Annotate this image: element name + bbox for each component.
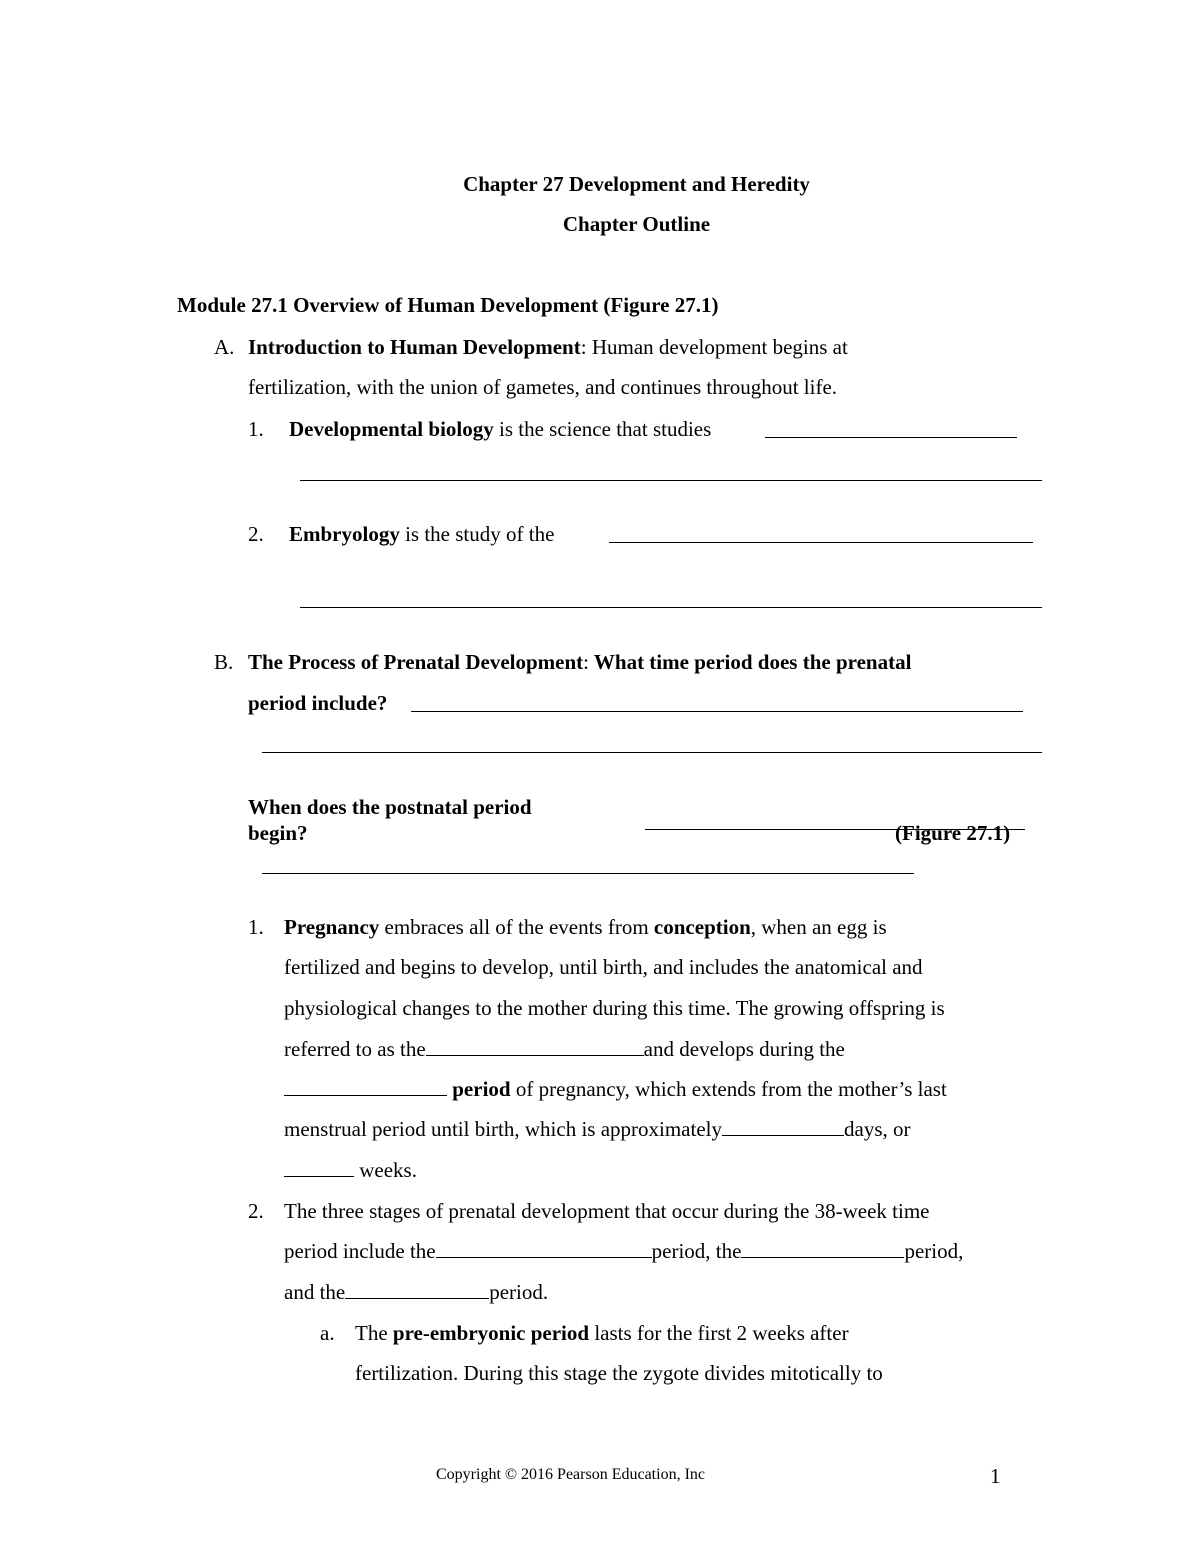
section-b-question1a: What time period does the prenatal	[589, 650, 912, 674]
section-a-term: Introduction to Human Development	[248, 335, 581, 359]
item-b2-line2b: period, the	[651, 1239, 742, 1263]
item-b2-line3b: period.	[489, 1280, 549, 1304]
sub-item-a-line1	[355, 1320, 849, 1346]
item-b1-line7b: weeks.	[354, 1158, 417, 1182]
item-b1-line3: physiological changes to the mother during this time. The growing offspring is	[284, 996, 945, 1020]
item-b1-line6b: days, or	[844, 1117, 911, 1141]
page-number: 1	[990, 1464, 1001, 1488]
item-b1-line4b: and develops during the	[643, 1037, 845, 1061]
blank-line-b-2[interactable]	[262, 752, 1042, 753]
section-b-term: The Process of Prenatal Development	[248, 650, 584, 674]
blank-offspring-name[interactable]	[426, 1037, 644, 1056]
blank-line-a1-2[interactable]	[300, 480, 1042, 481]
copyright-notice: Copyright © 2016 Pearson Education, Inc	[436, 1466, 705, 1483]
blank-line-b-1[interactable]	[411, 711, 1023, 712]
blank-line-b-3[interactable]	[645, 829, 1025, 830]
blank-line-a1-1[interactable]	[765, 437, 1017, 438]
section-b-question1b: period include?	[248, 691, 388, 715]
item-b2-number: 2.	[248, 1199, 264, 1223]
item-a2-number: 2.	[248, 522, 264, 546]
item-b1-line2: fertilized and begins to develop, until birth, and includes the anatomical and	[284, 955, 923, 979]
pregnancy-term: Pregnancy	[284, 915, 380, 939]
item-a2-term: Embryology	[289, 522, 400, 546]
section-b-colon: :	[583, 650, 590, 674]
module-heading: Module 27.1 Overview of Human Development (Figure 27.1)	[177, 293, 719, 317]
item-b1-line5	[284, 1076, 947, 1102]
item-b2-line1: The three stages of prenatal development that occur during the 38-week time	[284, 1199, 930, 1223]
blank-line-b-4[interactable]	[262, 873, 914, 874]
item-b1-text1: embraces all of the events from	[379, 915, 654, 939]
item-a1-text	[289, 416, 711, 442]
item-b2-line3a: and the	[284, 1280, 346, 1304]
item-b1-line1	[284, 914, 887, 940]
section-a-text1: Human development begins at	[586, 335, 848, 359]
sub-item-a-line2: fertilization. During this stage the zygote divides mitotically to	[355, 1361, 883, 1385]
item-a2-text	[289, 521, 554, 547]
item-b1-line4	[284, 1036, 845, 1062]
blank-stage-1[interactable]	[436, 1239, 652, 1258]
figure-reference: (Figure 27.1)	[895, 821, 1011, 845]
section-b-line1	[248, 649, 911, 675]
item-b1-line4a: referred to as the	[284, 1037, 426, 1061]
blank-period-name[interactable]	[284, 1077, 447, 1096]
item-b1-line7	[284, 1157, 417, 1183]
section-b-question2b: begin?	[248, 821, 308, 845]
item-a2-desc: is the study of the	[399, 522, 555, 546]
conception-term: conception	[653, 915, 751, 939]
item-b1-line5b: of pregnancy, which extends from the mother’s last	[510, 1077, 947, 1101]
blank-stage-3[interactable]	[345, 1280, 489, 1299]
chapter-title: Chapter 27 Development and Heredity	[463, 172, 810, 196]
item-a1-term: Developmental biology	[289, 417, 494, 441]
blank-weeks[interactable]	[284, 1158, 354, 1177]
item-b2-line2	[284, 1238, 963, 1264]
blank-days[interactable]	[722, 1117, 844, 1136]
blank-line-a2-2[interactable]	[300, 607, 1042, 608]
section-b-question2a: When does the postnatal period	[248, 795, 532, 819]
period-term: period	[452, 1077, 511, 1101]
section-a-line2: fertilization, with the union of gametes, and continues throughout life.	[248, 375, 838, 399]
section-a-marker: A.	[214, 335, 235, 359]
section-a-line1	[248, 334, 848, 360]
item-b2-line2a: period include the	[284, 1239, 436, 1263]
item-b1-number: 1.	[248, 915, 264, 939]
sub-item-a-text1: The	[355, 1321, 393, 1345]
item-a1-number: 1.	[248, 417, 264, 441]
sub-item-a-marker: a.	[320, 1321, 335, 1345]
sub-item-a-text2: lasts for the first 2 weeks after	[589, 1321, 849, 1345]
section-b-marker: B.	[214, 650, 234, 674]
blank-line-a2-1[interactable]	[609, 542, 1033, 543]
item-b2-line2c: period,	[904, 1239, 964, 1263]
item-b1-text2: , when an egg is	[750, 915, 887, 939]
item-a1-desc: is the science that studies	[493, 417, 712, 441]
section-a-colon: :	[580, 335, 587, 359]
blank-stage-2[interactable]	[741, 1239, 904, 1258]
chapter-subtitle: Chapter Outline	[562, 212, 711, 236]
pre-embryonic-term: pre-embryonic period	[392, 1321, 590, 1345]
item-b2-line3	[284, 1279, 548, 1305]
item-b1-line6a: menstrual period until birth, which is approximately	[284, 1117, 722, 1141]
item-b1-line6	[284, 1116, 911, 1142]
